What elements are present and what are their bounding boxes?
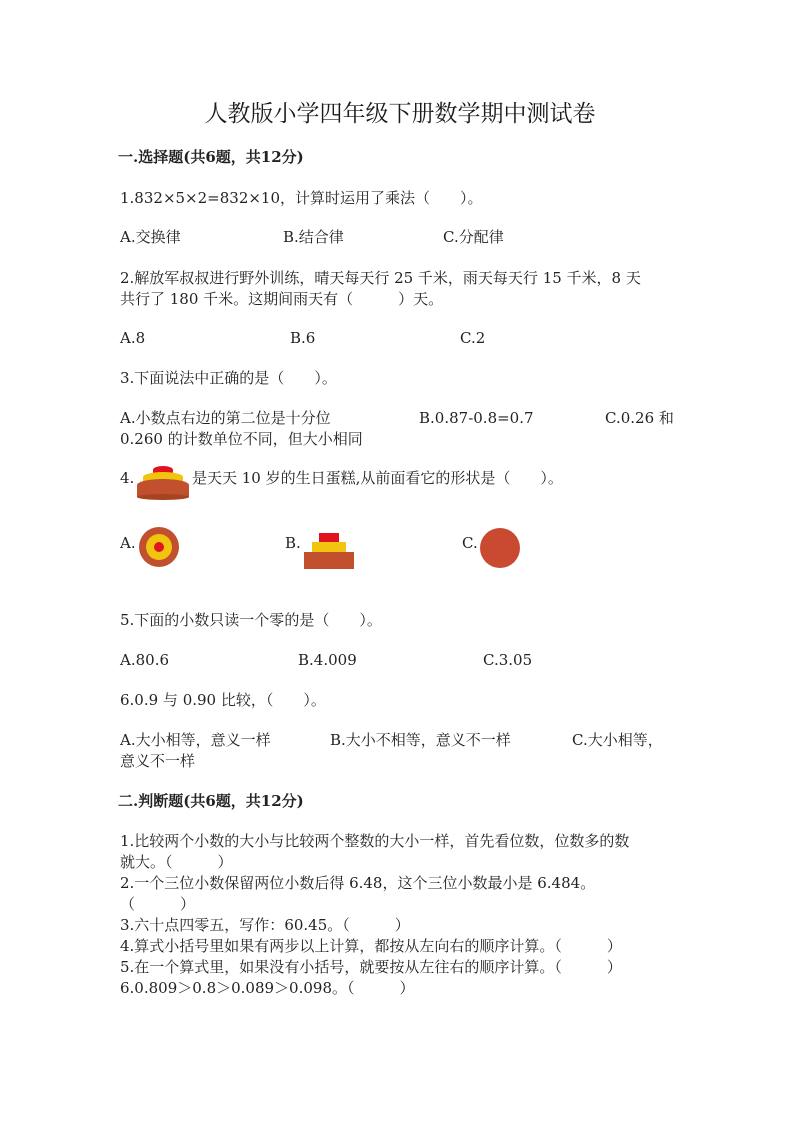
tf-q6: 6.0.809＞0.8＞0.089＞0.098。（ ） [120, 979, 415, 997]
q3-option-a: A.小数点右边的第二位是十分位 [120, 409, 331, 427]
front-view-layers-icon [303, 532, 355, 570]
q2-option-b: B.6 [290, 329, 316, 347]
q1-option-a: A.交换律 [120, 228, 181, 246]
tf-q1-line1: 1.比较两个小数的大小与比较两个整数的大小一样，首先看位数，位数多的数 [120, 832, 630, 850]
q2-option-c: C.2 [460, 329, 486, 347]
top-view-rings-icon [138, 526, 180, 568]
q4-number: 4. [120, 469, 135, 487]
q3-option-c: C.0.26 和 [605, 409, 674, 427]
q2-text-line1: 2.解放军叔叔进行野外训练，晴天每天行 25 千米，雨天每天行 15 千米，8 天 [120, 269, 641, 287]
q3-text: 3.下面说法中正确的是（ ）。 [120, 369, 337, 387]
section2-heading: 二.判断题(共6题，共12分) [118, 792, 304, 810]
q6-option-c: C.大小相等， [572, 731, 663, 749]
solid-circle-icon [479, 527, 521, 569]
q1-text: 1.832×5×2=832×10，计算时运用了乘法（ ）。 [120, 189, 483, 207]
tf-q2-line2: （ ） [120, 895, 196, 913]
q4-option-b: B. [285, 534, 301, 552]
q5-text: 5.下面的小数只读一个零的是（ ）。 [120, 611, 382, 629]
q1-option-c: C.分配律 [443, 228, 504, 246]
birthday-cake-icon [136, 465, 190, 501]
tf-q3: 3.六十点四零五，写作：60.45。（ ） [120, 916, 410, 934]
tf-q1-line2: 就大。（ ） [120, 853, 233, 871]
q2-option-a: A.8 [120, 329, 146, 347]
q5-option-c: C.3.05 [483, 651, 533, 669]
q4-option-a: A. [120, 534, 136, 552]
q6-option-b: B.大小不相等，意义不一样 [330, 731, 511, 749]
q3-option-b: B.0.87-0.8=0.7 [419, 409, 534, 427]
q6-text: 6.0.9 与 0.90 比较，（ ）。 [120, 691, 326, 709]
q6-option-c-cont: 意义不一样 [120, 752, 196, 770]
q6-option-a: A.大小相等，意义一样 [120, 731, 271, 749]
section1-heading: 一.选择题(共6题，共12分) [118, 148, 304, 166]
page-title: 人教版小学四年级下册数学期中测试卷 [204, 101, 596, 127]
tf-q5: 5.在一个算式里，如果没有小括号，就要按从左往右的顺序计算。（ ） [120, 958, 622, 976]
q4-option-c: C. [462, 534, 478, 552]
q4-text: 是天天 10 岁的生日蛋糕,从前面看它的形状是（ ）。 [192, 469, 563, 487]
q5-option-a: A.80.6 [120, 651, 169, 669]
q2-text-line2: 共行了 180 千米。这期间雨天有（ ）天。 [120, 290, 444, 308]
tf-q2-line1: 2.一个三位小数保留两位小数后得 6.48，这个三位小数最小是 6.484。 [120, 874, 596, 892]
q3-option-c-cont: 0.260 的计数单位不同，但大小相同 [120, 430, 363, 448]
q5-option-b: B.4.009 [298, 651, 357, 669]
tf-q4: 4.算式小括号里如果有两步以上计算，都按从左向右的顺序计算。（ ） [120, 937, 622, 955]
q1-option-b: B.结合律 [283, 228, 344, 246]
